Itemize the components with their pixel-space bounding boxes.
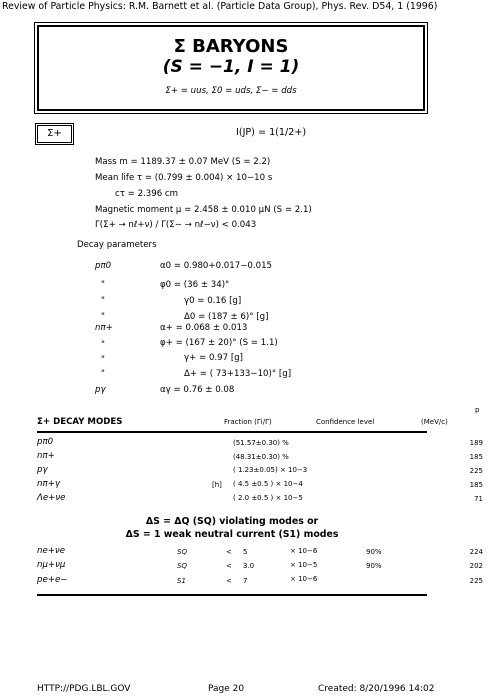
decay-momentum: 224 — [469, 548, 483, 556]
decay-param-value: γ+ = 0.97 [g] — [184, 353, 243, 363]
decay-momentum: 189 — [469, 439, 483, 447]
ctau-line: cτ = 2.396 cm — [115, 189, 178, 199]
ratio-line: Γ(Σ+ → nℓ+ν) / Γ(Σ− → nℓ−ν) < 0.043 — [95, 220, 257, 230]
p-column-header-bottom: (MeV/c) — [421, 418, 448, 426]
decay-note: [h] — [212, 481, 222, 489]
footer-created: Created: 8/20/1996 14:02 — [318, 684, 435, 694]
violating-modes-heading-1: ΔS = ΔQ (SQ) violating modes or — [145, 516, 319, 527]
decay-param-value: Δ0 = (187 ± 6)° [g] — [184, 312, 269, 322]
section-title: Σ BARYONS — [173, 36, 289, 57]
decay-momentum: 202 — [469, 562, 483, 570]
decay-param-mode: " — [101, 340, 105, 350]
magnetic-moment-line: Magnetic moment μ = 2.458 ± 0.010 μN (S = 2.1) — [95, 205, 312, 215]
section-subtitle: (S = −1, I = 1) — [162, 57, 300, 77]
decay-limit-sign: < — [226, 548, 232, 556]
decay-mode: ne+νe — [37, 546, 66, 556]
decay-param-mode: pπ0 — [95, 261, 112, 271]
decay-limit-value: 3.0 — [243, 562, 255, 570]
decay-param-mode: " — [101, 369, 105, 379]
violating-modes-heading-2: ΔS = 1 weak neutral current (S1) modes — [125, 529, 339, 540]
decay-mode: nμ+νμ — [37, 560, 66, 570]
decay-param-mode: " — [101, 280, 105, 290]
decay-fraction: (48.31±0.30) % — [233, 453, 289, 461]
decay-mode: nπ+ — [37, 451, 55, 461]
decay-param-value: φ0 = (36 ± 34)° — [160, 280, 230, 290]
quantum-numbers: I(JP) = 1(1/2+) — [236, 127, 307, 138]
decay-limit-sign: < — [226, 577, 232, 585]
decay-param-value: φ+ = (167 ± 20)° (S = 1.1) — [160, 338, 278, 348]
quark-content: Σ+ = uus, Σ0 = uds, Σ− = dds — [165, 86, 297, 96]
decay-mode: pe+e− — [37, 575, 68, 585]
decay-mode: Λe+νe — [37, 493, 66, 503]
decay-param-mode: " — [101, 296, 105, 306]
decay-limit-exponent: × 10−6 — [290, 575, 318, 583]
decay-param-value: Δ+ = ( 73+133−10)° [g] — [184, 369, 292, 379]
particle-label-box — [37, 125, 72, 143]
table-top-rule — [37, 431, 427, 433]
decay-param-mode: nπ+ — [95, 323, 113, 333]
decay-limit-sign: < — [226, 562, 232, 570]
decay-fraction: ( 2.0 ±0.5 ) × 10−5 — [233, 494, 303, 502]
decay-tag: SQ — [177, 548, 187, 556]
decay-momentum: 185 — [469, 453, 483, 461]
decay-param-value: γ0 = 0.16 [g] — [184, 296, 242, 306]
page-header — [2, 1, 437, 12]
decay-modes-title: Σ+ DECAY MODES — [37, 417, 123, 427]
mass-line: Mass m = 1189.37 ± 0.07 MeV (S = 2.2) — [95, 157, 271, 167]
decay-confidence: 90% — [366, 548, 382, 556]
decay-param-value: α+ = 0.068 ± 0.013 — [160, 323, 248, 333]
decay-momentum: 225 — [469, 577, 483, 585]
header-text: Review of Particle Physics: R.M. Barnett et al. (Particle Data Group), Phys. Rev. D54, 1 (1996) — [2, 1, 438, 12]
decay-param-value: αγ = 0.76 ± 0.08 — [160, 385, 235, 395]
confidence-column-header: Confidence level — [316, 418, 375, 426]
decay-limit-value: 5 — [243, 548, 248, 556]
decay-fraction: ( 1.23±0.05) × 10−3 — [233, 466, 308, 474]
decay-param-value: α0 = 0.980+0.017−0.015 — [160, 261, 273, 271]
footer-url[interactable]: HTTP://PDG.LBL.GOV — [37, 684, 131, 694]
particle-label: Σ+ — [47, 128, 62, 139]
decay-limit-value: 7 — [243, 577, 248, 585]
decay-momentum: 185 — [469, 481, 483, 489]
decay-param-mode: " — [101, 312, 105, 322]
decay-mode: pγ — [37, 465, 48, 475]
decay-limit-exponent: × 10−5 — [290, 561, 318, 569]
table-bottom-rule — [37, 594, 427, 596]
decay-fraction: (51.57±0.30) % — [233, 439, 289, 447]
p-column-header-top: p — [475, 406, 480, 414]
decay-parameters-heading: Decay parameters — [77, 240, 157, 250]
decay-confidence: 90% — [366, 562, 382, 570]
footer-page: Page 20 — [208, 684, 245, 694]
fraction-column-header: Fraction (Γi/Γ) — [224, 418, 272, 426]
decay-momentum: 225 — [469, 467, 483, 475]
decay-mode: nπ+γ — [37, 479, 60, 489]
decay-param-mode: " — [101, 355, 105, 365]
decay-tag: SQ — [177, 562, 187, 570]
decay-param-mode: pγ — [95, 385, 106, 395]
decay-fraction: ( 4.5 ±0.5 ) × 10−4 — [233, 480, 303, 488]
decay-tag: S1 — [177, 577, 186, 585]
decay-momentum: 71 — [474, 495, 483, 503]
decay-mode: pπ0 — [37, 437, 54, 447]
title-box — [37, 25, 425, 111]
mean-life-line: Mean life τ = (0.799 ± 0.004) × 10−10 s — [95, 173, 273, 183]
decay-limit-exponent: × 10−6 — [290, 547, 318, 555]
